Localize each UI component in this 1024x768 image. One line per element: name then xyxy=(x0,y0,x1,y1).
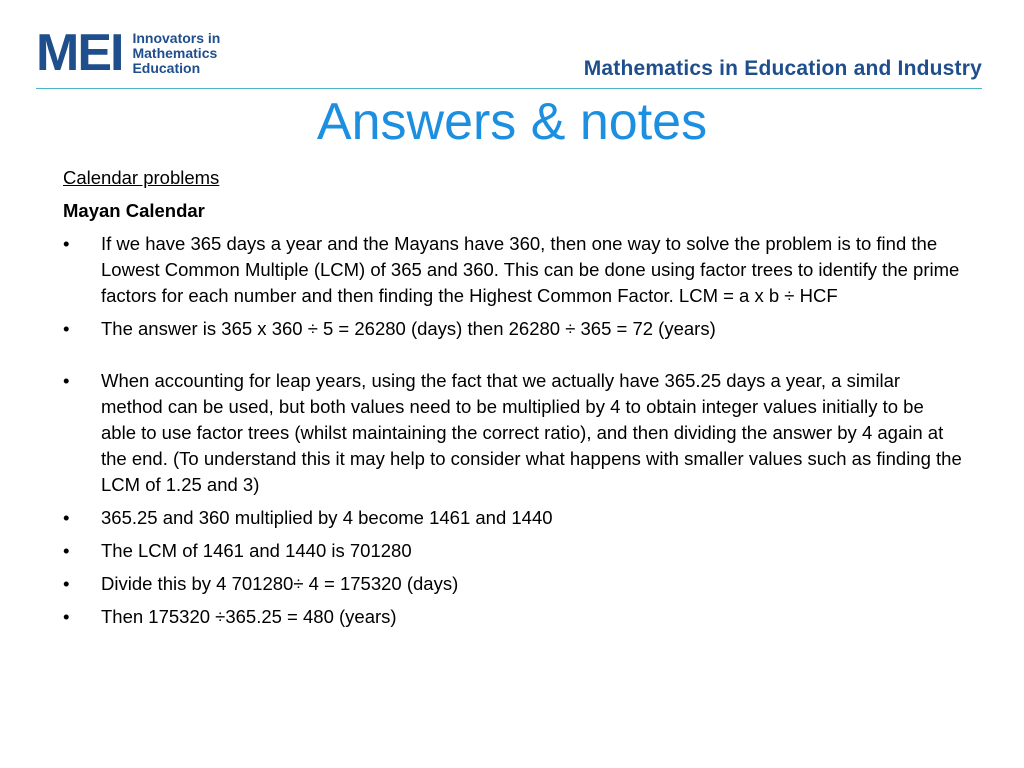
list-item xyxy=(63,368,963,498)
list-item-text: If we have 365 days a year and the Mayans have 360, then one way to solve the problem is to find the Lowest Common Multiple (LCM) of 365 and 360. This can be done using factor trees to identify the prime factors for each number and then finding the Highest Common Factor. LCM = a x b ÷ HCF xyxy=(101,233,960,306)
list-item-text: 365.25 and 360 multiplied by 4 become 1461 and 1440 xyxy=(101,507,553,528)
page-title: Answers & notes xyxy=(316,93,708,151)
list-item xyxy=(63,505,963,531)
logo-tagline-line: Mathematics xyxy=(132,44,218,61)
logo-tagline-line: Education xyxy=(132,59,201,76)
header xyxy=(0,0,1024,92)
bullet-icon: • xyxy=(63,370,70,391)
logo-mark: MEI xyxy=(36,24,123,82)
bullet-icon: • xyxy=(63,606,70,627)
bullet-icon: • xyxy=(63,540,70,561)
subtitle: Calendar problems xyxy=(63,167,220,188)
list-item-text: When accounting for leap years, using the fact that we actually have 365.25 days a year, a similar method can be used, but both values need to be multiplied by 4 to obtain integer values initially to be able to use factor trees (whilst maintaining the correct ratio), and then dividing the answer by 4 again at the end. (To understand this it may help to consider what happens with smaller values such as finding the LCM of 1.25 and 3) xyxy=(101,370,962,495)
list-item xyxy=(63,538,963,564)
bullet-list xyxy=(63,231,963,630)
bullet-icon: • xyxy=(63,573,70,594)
list-item-text: The answer is 365 x 360 ÷ 5 = 26280 (days) then 26280 ÷ 365 = 72 (years) xyxy=(101,318,716,339)
section-heading: Mayan Calendar xyxy=(63,200,205,221)
mei-logo xyxy=(36,24,221,82)
list-item-text: Then 175320 ÷365.25 = 480 (years) xyxy=(101,606,397,627)
header-tagline: Mathematics in Education and Industry xyxy=(583,57,982,80)
list-item-text: Divide this by 4 701280÷ 4 = 175320 (days) xyxy=(101,573,459,594)
list-item xyxy=(63,604,963,630)
bullet-icon: • xyxy=(63,233,70,254)
list-item xyxy=(63,571,963,597)
list-item xyxy=(63,231,963,309)
logo-tagline xyxy=(132,31,220,76)
slide-content xyxy=(63,165,963,637)
logo-tagline-line: Innovators in xyxy=(132,29,221,46)
bullet-icon: • xyxy=(63,507,70,528)
list-item-text: The LCM of 1461 and 1440 is 701280 xyxy=(101,540,412,561)
list-item xyxy=(63,316,963,342)
header-divider xyxy=(36,88,982,89)
bullet-icon: • xyxy=(63,318,70,339)
